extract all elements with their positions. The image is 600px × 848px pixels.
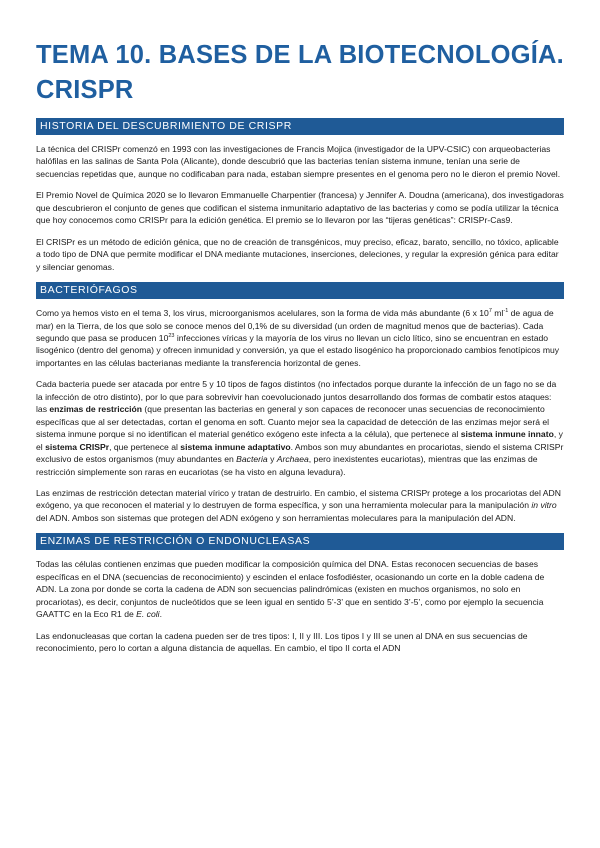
paragraph: Las enzimas de restricción detectan material vírico y tratan de destruirlo. En cambio, el sistema CRISPr protege a los procariotas del ADN exógeno, ya que reconocen el material y lo destruyen de forma específica, y son una herramienta molecular para la manipulación in vitro del ADN. Ambos son sistemas que protegen del ADN exógeno y son herramientas moleculares para la manipulación del ADN. [36, 487, 561, 523]
paragraph: Cada bacteria puede ser atacada por entre 5 y 10 tipos de fagos distintos (no infectados porque durante la infección de un fago no se da la infección de otro distinto), por lo que para sobrevivir han coevolucionado juntos desarrollando dos formas de combatir estos ataques: las enzimas de restricción (que presentan las bacterias en general y son capaces de reconocer unas secuencias de reconocimiento específicas que al ser detectadas, cortan el genoma en soft. Cuanto mejor sea la capacidad de detección de las enzimas mejor será el sistema inmune porque si no identifican el material genético exógeno este infecta a la célula), que pertenece al sistema inmune innato, y el sistema CRISPr, que pertenece al sistema inmune adaptativo. Ambos son muy abundantes en procariotas, siendo el sistema CRISPr exclusivo de estos organismos (muy abundantes en Bacteria y Archaea, pero inexistentes eucariotas), mientras que las enzimas de restricción simplemente son raras en eucariotas (se ha visto en alguna levadura). [36, 379, 564, 477]
page-title-line2: CRISPR [36, 76, 134, 104]
document-page [36, 38, 564, 664]
paragraph: El CRISPr es un método de edición génica, que no de creación de transgénicos, muy preciso, eficaz, barato, sencillo, no tóxico, aplicable a todo tipo de DNA que permite modificar el DNA mediante mutaciones, inserciones, deleciones, y regular la expresión génica para editar y silenciar genomas. [36, 236, 559, 272]
page-title [36, 38, 564, 108]
section-header-historia: HISTORIA DEL DESCUBRIMIENTO DE CRISPR [36, 118, 564, 135]
paragraph: Las endonucleasas que cortan la cadena pueden ser de tres tipos: I, II y III. Los tipos I y III se unen al DNA en sus secuencias de reconocimiento, pero lo cortan a alguna distancia de aquellas. En cambio, el tipo II corta el ADN [36, 630, 528, 654]
paragraph: El Premio Novel de Química 2020 se lo llevaron Emmanuelle Charpentier (francesa) y Jennifer A. Doudna (americana), dos investigadoras que descubrieron el conjunto de genes que codifican el sistema inmunitario adaptativo de las bacterias y como se podía utilizar la técnica que hoy conocemos como CRISPr para la edición genética. El premio se lo llevaron por las “tijeras genéticas”: CRISPr-Cas9. [36, 190, 564, 226]
paragraph: Todas las células contienen enzimas que pueden modificar la composición química del DNA. Estas reconocen secuencias de bases específicas en el DNA (secuencias de reconocimiento) y escinden el enlace fosfodiéster, ocasionando un corte en la doble cadena de ADN. La zona por donde se corta la cadena de ADN son secuencias palindrómicas (existen en muchos organismos, no solo en procariotas), es decir, conjuntos de nucleótidos que se leen igual en sentido 5’-3’ que en sentido 3’-5’, como por ejemplo la secuencia GAATTC en la Eco R1 de E. coli. [36, 559, 545, 620]
paragraph: La técnica del CRISPr comenzó en 1993 con las investigaciones de Francis Mojica (investigador de la UPV-CSIC) con arqueobacterias halófilas en las salinas de Santa Pola (Alicante), donde descubrió que las bacterias tenían sistema inmune, tenían una serie de secuencias repetidas que, aunque no codificaban para nada, estaban siempre presentes en el genoma pero no le dieron el premio Novel. [36, 144, 561, 179]
paragraph: Como ya hemos visto en el tema 3, los virus, microorganismos acelulares, son la forma de vida más abundante (6 x $10^7$ $ml^{-1}$ de agua de mar) en la Tierra, de los que solo se conoce menos del 0,1% de su diversidad (un orden de magnitud menos que de bacterias). Cada segundo que pasa se producen $10^{23}$ infecciones víricas y la mayoría de los virus no llevan un ciclo lítico, sino se encuentran en estado lisogénico (dentro del genoma) y ofrecen inmunidad y conversión, ya que el estado lisogénico ha proporcionado cambios fenotípicos muy importantes en las células bacterianas mediante la transferencia horizontal de genes. [36, 308, 560, 368]
section-header-bacteriofagos: BACTERIÓFAGOS [36, 282, 564, 299]
page-title-line1: TEMA 10. BASES DE LA BIOTECNOLOGÍA. [36, 41, 564, 69]
section-header-enzimas: ENZIMAS DE RESTRICCIÓN O ENDONUCLEASAS [36, 533, 564, 550]
